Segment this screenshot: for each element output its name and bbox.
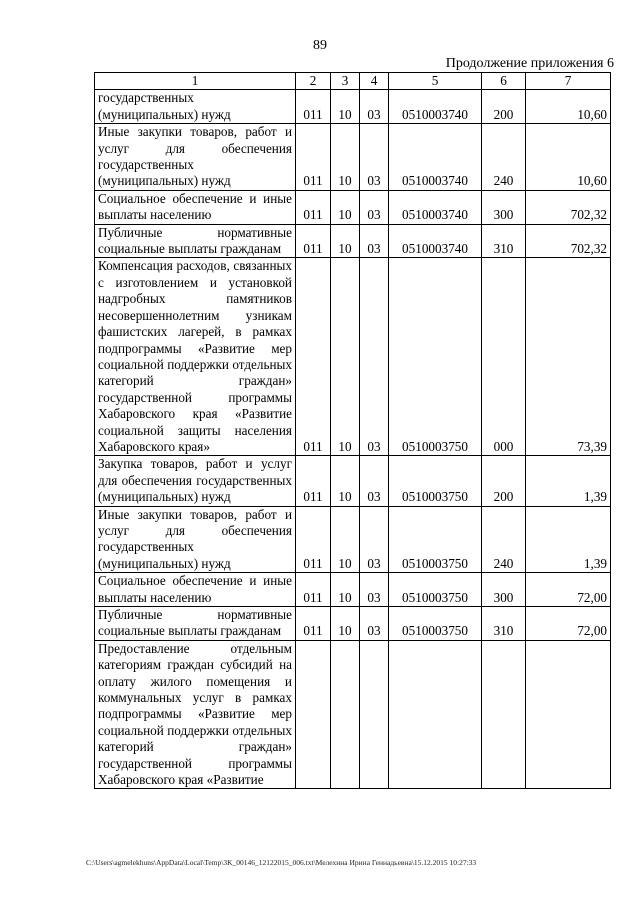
- row-name: Публичные нормативные социальные выплаты гражданам: [95, 607, 296, 641]
- row-code-ministry: 011: [296, 224, 331, 258]
- row-code-expense-type: 300: [482, 190, 526, 224]
- row-code-ministry: 011: [296, 124, 331, 191]
- row-code-ministry: 011: [296, 90, 331, 124]
- row-code-target: 0510003740: [389, 90, 482, 124]
- row-code-expense-type: 310: [482, 607, 526, 641]
- row-amount: 702,32: [526, 190, 611, 224]
- row-code-ministry: [296, 640, 331, 789]
- row-code-target: 0510003750: [389, 607, 482, 641]
- row-amount: 10,60: [526, 90, 611, 124]
- row-amount: [526, 640, 611, 789]
- row-name: Предоставление отдельным категориям граждан субсидий на оплату жилого помещения и коммунальных услуг в рамках подпрограммы «Развитие мер социальной поддержки отдельных категорий граждан» государственной программы Хабаровского края «Развитие: [95, 640, 296, 789]
- row-name: Иные закупки товаров, работ и услуг для обеспечения государственных (муниципальных) нужд: [95, 506, 296, 573]
- row-amount: 1,39: [526, 506, 611, 573]
- row-code-section: 10: [331, 90, 360, 124]
- row-code-target: 0510003740: [389, 190, 482, 224]
- column-header-5: 5: [389, 73, 482, 90]
- table-row: [95, 573, 611, 607]
- row-code-section: [331, 640, 360, 789]
- column-header-4: 4: [360, 73, 389, 90]
- table-row: [95, 607, 611, 641]
- row-code-subsection: 03: [360, 607, 389, 641]
- row-code-target: 0510003740: [389, 124, 482, 191]
- column-header-7: 7: [526, 73, 611, 90]
- row-code-section: 10: [331, 124, 360, 191]
- row-code-expense-type: 310: [482, 224, 526, 258]
- row-name: Компенсация расходов, связанных с изготовлением и установкой надгробных памятников несовершеннолетним узникам фашистских лагерей, в рамках подпрограммы «Развитие мер социальной поддержки отдельных категорий граждан» государственной программы Хабаровского края «Развитие социальной защиты населения Хабаровского края»: [95, 258, 296, 456]
- row-amount: 72,00: [526, 607, 611, 641]
- row-amount: 73,39: [526, 258, 611, 456]
- row-code-subsection: 03: [360, 190, 389, 224]
- row-code-section: 10: [331, 258, 360, 456]
- row-code-subsection: 03: [360, 90, 389, 124]
- row-code-ministry: 011: [296, 506, 331, 573]
- row-code-expense-type: 200: [482, 90, 526, 124]
- row-name: Иные закупки товаров, работ и услуг для обеспечения государственных (муниципальных) нужд: [95, 124, 296, 191]
- document-footer-path: C:\Users\agmelekhuns\AppData\Local\Temp\3K_00146_12122015_006.txt\Мелехина Ирина Геннадьевна\15.12.2015 10:27:33: [86, 858, 477, 867]
- row-code-section: 10: [331, 607, 360, 641]
- row-code-section: 10: [331, 190, 360, 224]
- header-row: [95, 73, 611, 90]
- row-name: Закупка товаров, работ и услуг для обеспечения государственных (муниципальных) нужд: [95, 456, 296, 506]
- row-code-subsection: 03: [360, 224, 389, 258]
- row-code-expense-type: 240: [482, 124, 526, 191]
- column-header-6: 6: [482, 73, 526, 90]
- row-amount: 72,00: [526, 573, 611, 607]
- row-code-target: 0510003750: [389, 258, 482, 456]
- row-amount: 10,60: [526, 124, 611, 191]
- row-code-section: 10: [331, 506, 360, 573]
- row-code-subsection: 03: [360, 258, 389, 456]
- column-header-2: 2: [296, 73, 331, 90]
- row-amount: 702,32: [526, 224, 611, 258]
- table-row: [95, 190, 611, 224]
- row-name: Публичные нормативные социальные выплаты гражданам: [95, 224, 296, 258]
- row-code-ministry: 011: [296, 258, 331, 456]
- row-code-ministry: 011: [296, 607, 331, 641]
- appendix-note: Продолжение приложения 6: [445, 56, 614, 71]
- row-code-expense-type: 240: [482, 506, 526, 573]
- row-code-target: 0510003740: [389, 224, 482, 258]
- row-code-expense-type: 300: [482, 573, 526, 607]
- row-code-target: 0510003750: [389, 456, 482, 506]
- row-code-subsection: [360, 640, 389, 789]
- table-row: [95, 258, 611, 456]
- row-code-target: [389, 640, 482, 789]
- row-code-ministry: 011: [296, 573, 331, 607]
- row-code-subsection: 03: [360, 506, 389, 573]
- row-name: Социальное обеспечение и иные выплаты населению: [95, 190, 296, 224]
- row-name: государственных (муниципальных) нужд: [95, 90, 296, 124]
- row-code-subsection: 03: [360, 124, 389, 191]
- row-name: Социальное обеспечение и иные выплаты населению: [95, 573, 296, 607]
- row-code-expense-type: [482, 640, 526, 789]
- column-header-1: 1: [95, 73, 296, 90]
- row-code-target: 0510003750: [389, 506, 482, 573]
- table-row: [95, 456, 611, 506]
- budget-table: [94, 72, 611, 789]
- row-code-section: 10: [331, 224, 360, 258]
- table-row: [95, 90, 611, 124]
- table-row: [95, 506, 611, 573]
- row-code-ministry: 011: [296, 456, 331, 506]
- page-number: 89: [313, 38, 327, 53]
- row-code-expense-type: 200: [482, 456, 526, 506]
- row-code-ministry: 011: [296, 190, 331, 224]
- row-amount: 1,39: [526, 456, 611, 506]
- column-header-3: 3: [331, 73, 360, 90]
- table-row: [95, 640, 611, 789]
- row-code-expense-type: 000: [482, 258, 526, 456]
- table-row: [95, 124, 611, 191]
- row-code-section: 10: [331, 456, 360, 506]
- row-code-subsection: 03: [360, 573, 389, 607]
- row-code-target: 0510003750: [389, 573, 482, 607]
- row-code-subsection: 03: [360, 456, 389, 506]
- row-code-section: 10: [331, 573, 360, 607]
- table-row: [95, 224, 611, 258]
